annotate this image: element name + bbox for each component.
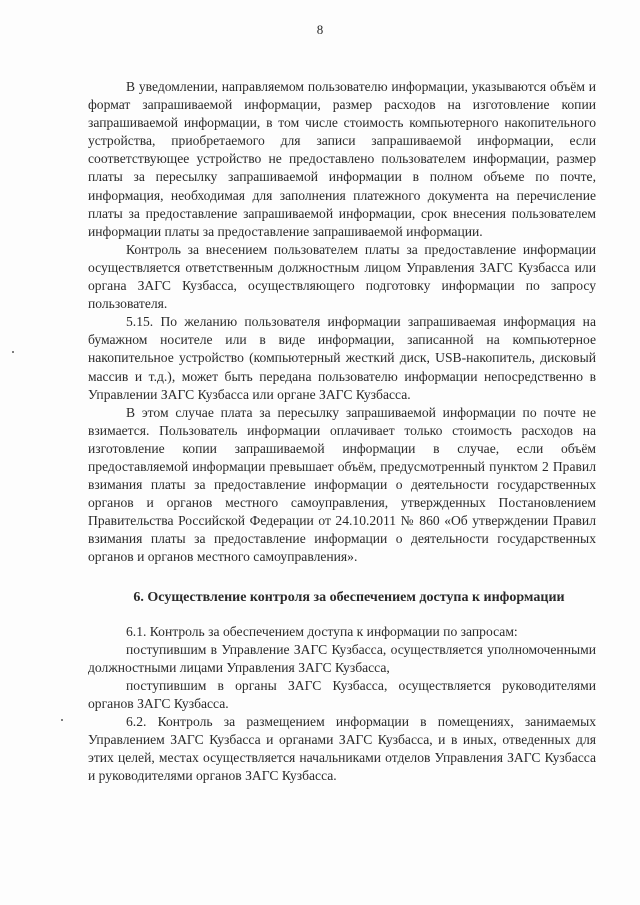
paragraph-6-1-registry-bodies: поступившим в органы ЗАГС Кузбасса, осуществляется руководителями органов ЗАГС Кузбасса. [88,677,596,711]
paragraph-6-2: 6.2. Контроль за размещением информации в помещениях, занимаемых Управлением ЗАГС Кузбасса и органами ЗАГС Кузбасса, и в иных, отведенных для этих целей, местах осуществляется начальниками отделов Управления ЗАГС Кузбасса и руководителями органов ЗАГС Кузбасса. [88,714,596,784]
scan-speck [12,351,14,353]
paragraph-payment-control: Контроль за внесением пользователем платы за предоставление информации осуществляется ответственным должностным лицом Управления ЗАГС Кузбасса или органа ЗАГС Кузбасса, осуществляющего подготовку информации по запросу пользователя. [88,241,596,312]
section-heading: 6. Осуществление контроля за обеспечением доступа к информации [133,589,565,605]
scan-speck [61,719,63,721]
paragraph-5-15: 5.15. По желанию пользователя информации запрашиваемая информация на бумажном носителе или в виде информации, записанной на компьютерное накопительное устройство (компьютерный жесткий диск, USB-накопитель, дисковый массив и т.д.), может быть передана пользователю информации непосредственно в Управлении ЗАГС Кузбасса или органе ЗАГС Кузбасса. [88,314,596,402]
paragraph-6-1-management: поступившим в Управление ЗАГС Кузбасса, осуществляется уполномоченными должностными лицами Управления ЗАГС Кузбасса, [88,641,596,675]
paragraph-postage-fee: В этом случае плата за пересылку запрашиваемой информации по почте не взимается. Пользователь информации оплачивает только стоимость расходов на изготовление копии запрашиваемой информации в случае, если объём предоставляемой информации превышает объём, предусмотренный пунктом 2 Правил взимания платы за предоставление информации о деятельности государственных органов и органов местного самоуправления, утвержденных Постановлением Правительства Российской Федерации от 24.10.2011 № 860 «Об утверждении Правил взимания платы за предоставление информации о деятельности государственных органов и органов местного самоуправления». [88,404,596,565]
document-body [88,78,596,785]
paragraph-notification-contents: В уведомлении, направляемом пользователю информации, указываются объём и формат запрашиваемой информации, размер расходов на изготовление копии запрашиваемой информации, в том числе стоимость компьютерного накопительного устройства, приобретаемого для записи запрашиваемой информации, если соответствующее устройство не предоставлено пользователем информации, размер платы за пересылку запрашиваемой информации в полном объеме по почте, информация, необходимая для заполнения платежного документа на перечисление платы за предоставление запрашиваемой информации, срок внесения пользователем информации платы за предоставление запрашиваемой информации. [88,79,596,239]
page-number: 8 [316,22,324,37]
paragraph-6-1: 6.1. Контроль за обеспечением доступа к информации по запросам: [126,623,518,639]
